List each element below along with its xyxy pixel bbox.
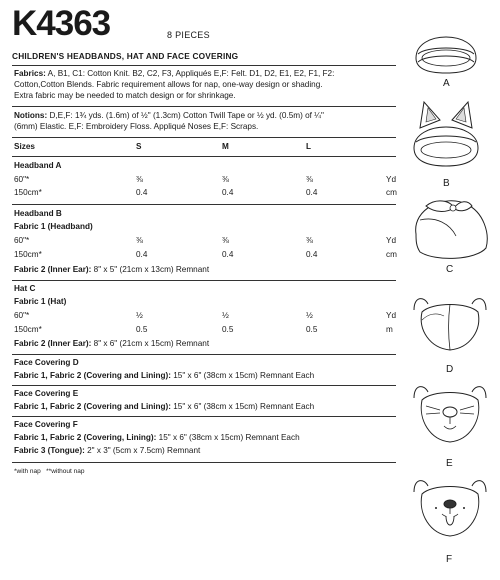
row-label: 60"* [14,311,30,320]
fabric-2-line [14,338,209,350]
row-label: 60"* [14,175,30,184]
fabric-2-label: Fabric 2 (Inner Ear): [14,339,92,348]
value-unit: Yd [386,175,397,184]
value-s: ⅜ [136,236,143,245]
divider [12,156,396,157]
footnote: *with nap **without nap [14,468,85,475]
value-unit: cm [386,250,397,259]
fabric-2-line [14,264,209,276]
value-unit: m [386,325,393,334]
size-m: M [222,142,229,151]
face-e-line [14,401,314,413]
fabrics-line-2: Cotton,Cotton Blends. Fabric requirement allows for nap, one-way design or shading. [14,80,323,89]
headband-b-illustration [406,92,486,176]
value-m: 0.4 [222,250,234,259]
pattern-title: CHILDREN'S HEADBANDS, HAT AND FACE COVERING [12,51,239,61]
value-l: 0.4 [306,250,318,259]
value-l: 0.4 [306,188,318,197]
table-row [14,310,397,322]
face-f-line-1 [14,432,300,444]
row-label: 150cm* [14,250,42,259]
fabric-label: Fabric 1, Fabric 2 (Covering and Lining): [14,371,171,380]
face-covering-f-illustration [408,474,492,552]
face-d-line [14,370,314,382]
section-title-face-d: Face Covering D [14,358,79,367]
value-m: ⅜ [222,236,229,245]
table-row [14,235,397,247]
fabric-2-label: Fabric 2 (Inner Ear): [14,265,92,274]
table-row [14,174,397,186]
divider [12,354,396,355]
value-m: ½ [222,311,229,320]
divider [12,462,396,463]
section-title-headband-a: Headband A [14,161,62,170]
sizes-row [14,141,312,153]
notions-line-2: (6mm) Elastic. E,F: Embroidery Floss. Appliqué Noses E,F: Scraps. [14,122,259,131]
fabrics-text: A, B1, C1: Cotton Knit. B2, C2, F3, Appliqués E,F: Felt. D1, D2, E1, E2, F1, F2: [45,69,335,78]
fabric-value: 15" x 6" (38cm x 15cm) Remnant Each [156,433,300,442]
fabric-label: Fabric 3 (Tongue): [14,446,85,455]
section-title-hat-c: Hat C [14,284,36,293]
view-label-b: B [443,178,450,189]
fabric-label: Fabric 1, Fabric 2 (Covering and Lining): [14,402,171,411]
fabric-1-label: Fabric 1 (Hat) [14,297,67,306]
value-m: ⅜ [222,175,229,184]
notions-text: D,E,F: 1¾ yds. (1.6m) of ½" (1.3cm) Cotton Twill Tape or ½ yd. (0.5m) of ¼" [47,111,324,120]
view-label-f: F [446,554,453,565]
piece-count: 8 PIECES [167,30,210,40]
size-l: L [306,142,312,151]
value-s: 0.4 [136,250,148,259]
section-title-face-e: Face Covering E [14,389,79,398]
fabric-value: 15" x 6" (38cm x 15cm) Remnant Each [170,402,315,411]
fabric-1-label: Fabric 1 (Headband) [14,222,93,231]
view-label-c: C [446,264,454,275]
fabric-label: Fabric 1, Fabric 2 (Covering, Lining): [14,433,157,442]
row-label: 150cm* [14,325,42,334]
section-title-face-f: Face Covering F [14,420,78,429]
value-s: ⅜ [136,175,143,184]
value-unit: cm [386,188,397,197]
divider [12,106,396,107]
pattern-number: K4363 [12,4,111,43]
section-title-headband-b: Headband B [14,209,62,218]
divider [12,385,396,386]
face-covering-d-illustration [408,290,492,360]
fabric-value: 2" x 3" (5cm x 7.5cm) Remnant [84,446,201,455]
value-s: ½ [136,311,143,320]
row-label: 150cm* [14,188,42,197]
value-l: ½ [306,311,313,320]
view-label-e: E [446,458,453,469]
value-l: ⅜ [306,236,313,245]
divider [12,204,396,205]
view-label-d: D [446,364,454,375]
fabric-2-value: 8" x 6" (21cm x 15cm) Remnant [91,339,210,348]
fabric-2-value: 8" x 5" (21cm x 13cm) Remnant [91,265,210,274]
divider [12,416,396,417]
fabrics-line-3: Extra fabric may be needed to match design or for shrinkage. [14,91,236,100]
divider [12,65,396,66]
fabrics-label: Fabrics: [14,69,46,78]
size-s: S [136,142,142,151]
face-covering-e-illustration [408,380,492,456]
row-label: 60"* [14,236,30,245]
table-row [14,249,397,261]
value-m: 0.5 [222,325,234,334]
notions-label: Notions: [14,111,48,120]
value-s: 0.5 [136,325,148,334]
divider [12,137,396,138]
value-unit: Yd [386,236,397,245]
sizes-label: Sizes [14,142,35,151]
table-row [14,187,397,199]
value-l: 0.5 [306,325,318,334]
divider [12,280,396,281]
view-label-a: A [443,78,450,89]
table-row [14,324,393,336]
value-s: 0.4 [136,188,148,197]
fabric-value: 15" x 6" (38cm x 15cm) Remnant Each [170,371,315,380]
value-unit: Yd [386,311,397,320]
value-m: 0.4 [222,188,234,197]
value-l: ⅜ [306,175,313,184]
hat-c-illustration [406,190,494,268]
face-f-line-2 [14,445,200,457]
headband-a-illustration [406,18,486,76]
